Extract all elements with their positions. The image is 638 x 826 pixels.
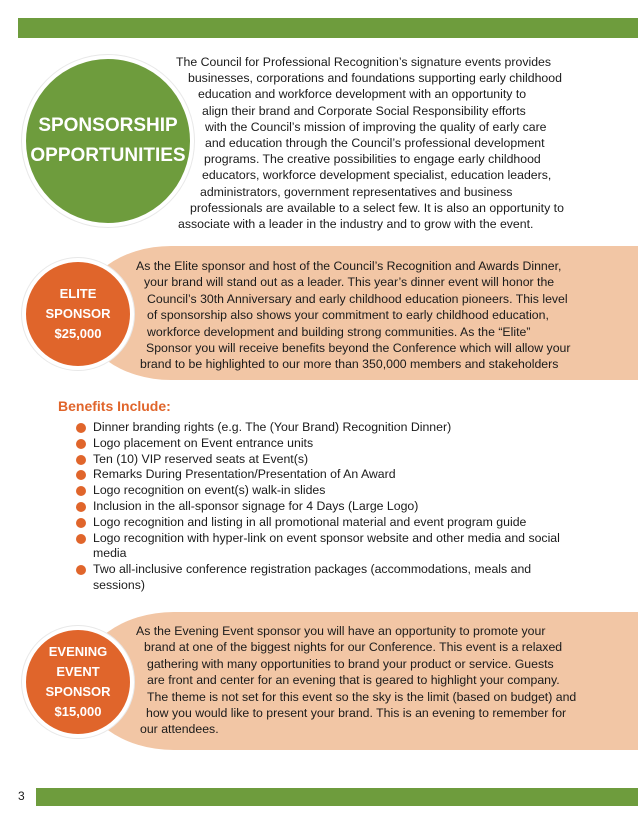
intro-line: education and workforce development with an opportunity to bbox=[198, 87, 527, 102]
evening-line: gathering with many opportunities to brand your product or service. Guests bbox=[147, 656, 554, 671]
elite-sponsor-badge bbox=[22, 258, 134, 370]
list-item: Remarks During Presentation/Presentation of An Award bbox=[76, 467, 576, 483]
top-accent-bar bbox=[18, 18, 638, 38]
intro-line: programs. The creative possibilities to engage early childhood bbox=[204, 152, 541, 167]
benefits-list bbox=[76, 420, 576, 594]
intro-line: and education through the Council’s professional development bbox=[205, 136, 545, 151]
badge-line: ELITE bbox=[59, 286, 97, 301]
badge-line: EVENING bbox=[48, 644, 108, 659]
list-item: Inclusion in the all-sponsor signage for 4 Days (Large Logo) bbox=[76, 499, 576, 515]
elite-sponsor-description bbox=[134, 258, 594, 373]
benefits-title: Benefits Include: bbox=[58, 398, 171, 414]
badge-line: SPONSOR bbox=[45, 306, 111, 321]
badge-line: $15,000 bbox=[54, 704, 102, 719]
elite-line: Council’s 30th Anniversary and early childhood education pioneers. This level bbox=[147, 291, 568, 306]
intro-line: align their brand and Corporate Social Responsibility efforts bbox=[202, 103, 526, 118]
evening-line: brand at one of the biggest nights for our Conference. This event is a relaxed bbox=[144, 640, 563, 655]
bullet-icon bbox=[76, 423, 86, 433]
elite-line: your brand will stand out as a leader. This year’s dinner event will honor the bbox=[144, 275, 555, 290]
badge-line: $25,000 bbox=[54, 326, 102, 341]
intro-line: businesses, corporations and foundations supporting early childhood bbox=[188, 71, 562, 86]
intro-line: educators, workforce development specialist, education leaders, bbox=[202, 168, 552, 183]
intro-line: administrators, government representatives and business bbox=[200, 184, 513, 199]
intro-line: associate with a leader in the industry and to grow with the event. bbox=[178, 217, 534, 232]
list-item: Logo recognition and listing in all promotional material and event program guide bbox=[76, 515, 576, 531]
evening-line: As the Evening Event sponsor you will have an opportunity to promote your bbox=[136, 624, 546, 638]
bullet-icon bbox=[76, 518, 86, 528]
elite-line: brand to be highlighted to our more than 350,000 members and stakeholders bbox=[140, 357, 559, 372]
intro-line: with the Council’s mission of improving the quality of early care bbox=[205, 119, 547, 134]
badge-line: SPONSOR bbox=[45, 684, 111, 699]
intro-line: The Council for Professional Recognition’s signature events provides bbox=[176, 55, 552, 69]
page-number: 3 bbox=[18, 789, 25, 803]
bullet-icon bbox=[76, 565, 86, 575]
evening-sponsor-description bbox=[134, 623, 594, 738]
evening-line: are front and center for an evening that is geared to highlight your company. bbox=[147, 673, 560, 688]
list-item: Logo recognition on event(s) walk-in slides bbox=[76, 483, 576, 499]
badge-line: OPPORTUNITIES bbox=[30, 145, 186, 166]
bullet-icon bbox=[76, 502, 86, 512]
badge-line: EVENT bbox=[56, 664, 100, 679]
list-item: Dinner branding rights (e.g. The (Your Brand) Recognition Dinner) bbox=[76, 420, 576, 436]
bullet-icon bbox=[76, 486, 86, 496]
bullet-icon bbox=[76, 455, 86, 465]
evening-sponsor-badge bbox=[22, 626, 134, 738]
elite-line: of sponsorship also shows your commitment to early childhood education, bbox=[147, 308, 549, 323]
elite-line: As the Elite sponsor and host of the Council’s Recognition and Awards Dinner, bbox=[136, 259, 562, 273]
intro-paragraph bbox=[170, 54, 590, 232]
sponsorship-opportunities-badge bbox=[22, 55, 194, 227]
list-item: Logo recognition with hyper-link on event sponsor website and other media and social media bbox=[76, 531, 576, 563]
list-item: Logo placement on Event entrance units bbox=[76, 436, 576, 452]
bullet-icon bbox=[76, 439, 86, 449]
bullet-icon bbox=[76, 470, 86, 480]
intro-line: professionals are available to a select few. It is also an opportunity to bbox=[190, 200, 564, 215]
bullet-icon bbox=[76, 534, 86, 544]
badge-line: SPONSORSHIP bbox=[38, 115, 178, 136]
list-item: Two all-inclusive conference registration packages (accommodations, meals and sessions) bbox=[76, 562, 576, 594]
evening-line: our attendees. bbox=[140, 722, 219, 737]
evening-line: The theme is not set for this event so the sky is the limit (based on budget) and bbox=[147, 689, 577, 704]
list-item: Ten (10) VIP reserved seats at Event(s) bbox=[76, 452, 576, 468]
evening-line: how you would like to present your brand. This is an evening to remember for bbox=[146, 706, 567, 721]
elite-line: Sponsor you will receive benefits beyond the Conference which will allow your bbox=[146, 341, 571, 356]
elite-line: workforce development and building strong communities. As the “Elite” bbox=[147, 324, 531, 339]
bottom-accent-bar bbox=[36, 788, 638, 806]
